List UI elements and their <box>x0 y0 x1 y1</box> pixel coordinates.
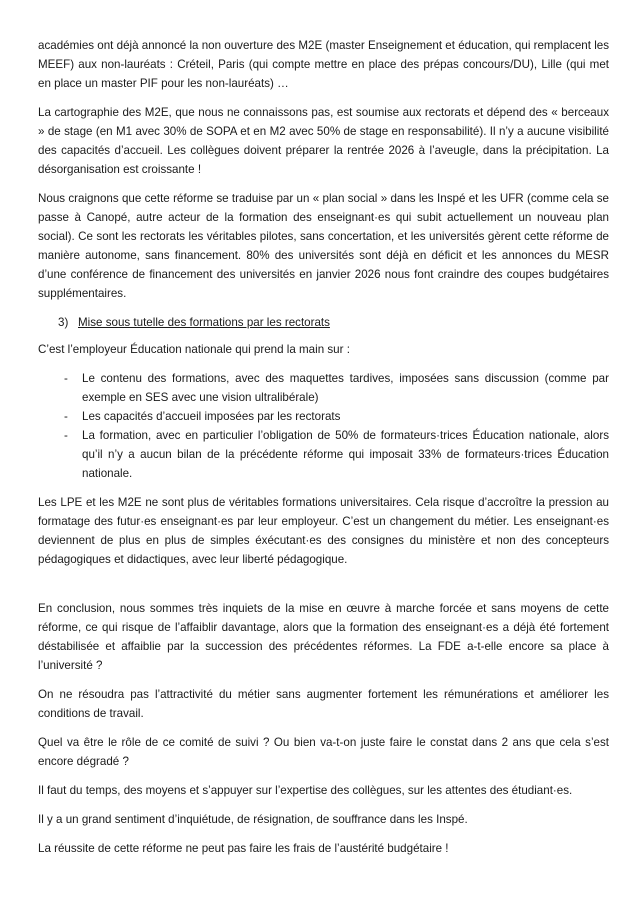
paragraph-employeur: C’est l’employeur Éducation nationale qui prend la main sur : <box>38 343 350 356</box>
list-item-text: Les capacités d’accueil imposées par les rectorats <box>82 410 341 423</box>
paragraph-comite: Quel va être le rôle de ce comité de suivi ? Ou bien va-t-on juste faire le constat dans 2 ans que cela s’est encore dégradé ? <box>38 736 609 768</box>
list-item <box>64 369 609 407</box>
paragraph-cartographie: La cartographie des M2E, que nous ne connaissons pas, est soumise aux rectorats et dépend des « berceaux » de stage (en M1 avec 30% de SOPA et en M2 avec 50% de stage en responsabilité). Il n’y a aucune visibilité des capacités d’accueil. Les collègues doivent préparer la rentrée 2026 à l’aveugle, dans la précipitation. La désorganisation est croissante ! <box>38 106 609 176</box>
paragraph-reussite: La réussite de cette réforme ne peut pas faire les frais de l’austérité budgétaire ! <box>38 842 449 855</box>
paragraph-academies: académies ont déjà annoncé la non ouverture des M2E (master Enseignement et éducation, qui remplacent les MEEF) aux non-lauréats : Créteil, Paris (qui compte mettre en place des prépas concours/DU), Lille (qui met en place un master PIF pour les non-lauréats) … <box>38 39 610 90</box>
paragraph-lpe-m2e: Les LPE et les M2E ne sont plus de véritables formations universitaires. Cela risque d’accroître la pression au formatage des futur·es enseignant·es par leur employeur. C’est un changement du métier. Les enseignant·es deviennent de plus en plus de simples éxécutant·es des consignes du ministère et non des concepteurs pédagogiques et didactiques, avec leur liberté pédagogique. <box>38 496 609 566</box>
bullet-list <box>38 369 609 483</box>
dash-bullet: - <box>64 429 68 442</box>
paragraph-plan-social: Nous craignons que cette réforme se traduise par un « plan social » dans les Inspé et les UFR (comme cela se passe à Canopé, autre acteur de la formation des enseignant·es qui subit actuellement un nouveau plan social). Ce sont les rectorats les véritables pilotes, sans concertation, et les universités gèrent cette réforme de manière autonome, sans financement. 80% des universités sont déjà en déficit et les annonces du MESR d’une conférence de financement des universités en janvier 2026 nous font craindre des coupes budgétaires supplémentaires. <box>38 192 609 300</box>
paragraph-conclusion: En conclusion, nous sommes très inquiets de la mise en œuvre à marche forcée et sans moyens de cette réforme, ce qui risque de l’affaiblir davantage, alors que la formation des enseignant·es a déjà été fortement déstabilisée et affaiblie par la succession des précédentes réformes. La FDE a-t-elle encore sa place à l’université ? <box>38 602 609 672</box>
dash-bullet: - <box>64 372 68 385</box>
blank-space <box>38 579 609 599</box>
section-title: Mise sous tutelle des formations par les rectorats <box>78 316 330 329</box>
list-item <box>64 426 609 483</box>
paragraph-sentiment: Il y a un grand sentiment d’inquiétude, de résignation, de souffrance dans les Inspé. <box>38 813 468 826</box>
list-item-text: Le contenu des formations, avec des maquettes tardives, imposées sans discussion (comme par exemple en SES avec une vision ultralibérale) <box>82 372 609 404</box>
section-heading-3 <box>58 313 609 332</box>
paragraph-temps: Il faut du temps, des moyens et s’appuyer sur l’expertise des collègues, sur les attentes des étudiant·es. <box>38 784 573 797</box>
paragraph-attractivite: On ne résoudra pas l’attractivité du métier sans augmenter fortement les rémunérations et améliorer les conditions de travail. <box>38 688 609 720</box>
dash-bullet: - <box>64 410 68 423</box>
list-item <box>64 407 609 426</box>
list-item-text: La formation, avec en particulier l’obligation de 50% de formateurs·trices Éducation nationale, alors qu’il n’y a aucun bilan de la précédente réforme qui imposait 33% de formateurs·trices Éducation nationale. <box>82 429 609 480</box>
section-number: 3) <box>58 316 69 329</box>
